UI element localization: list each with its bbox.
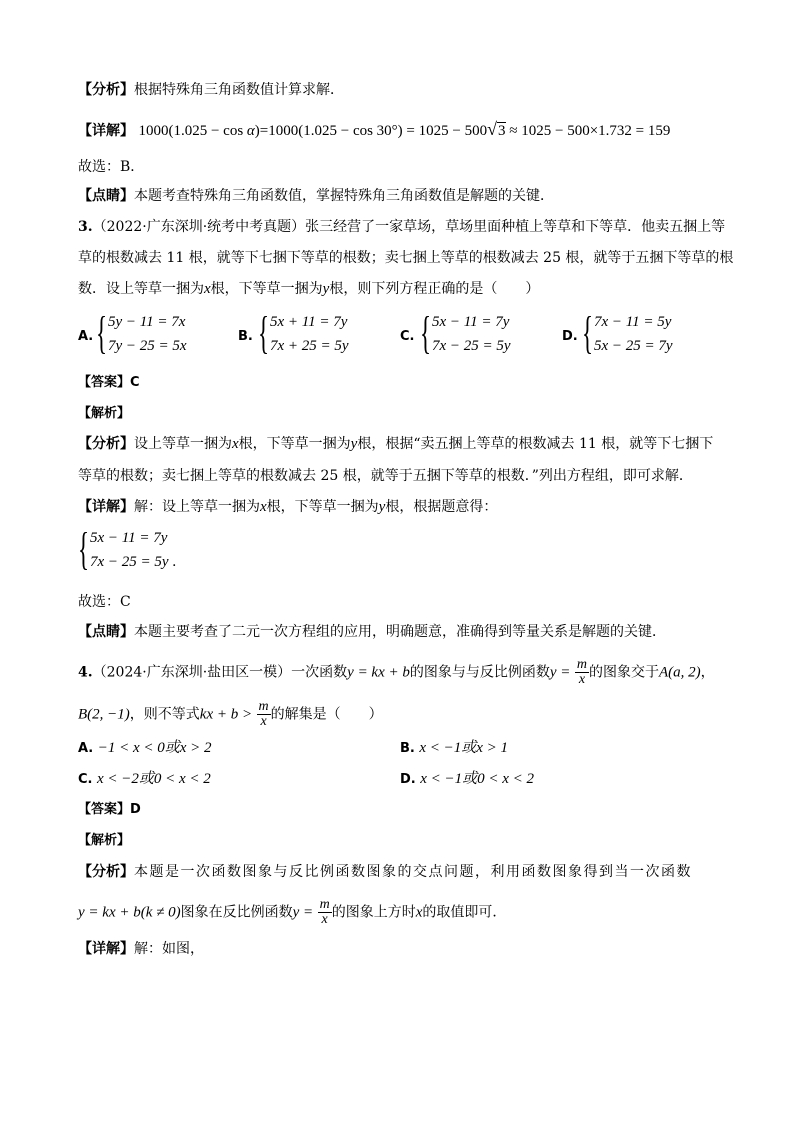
q4-jiexi: 【解析】 xyxy=(78,833,131,848)
q4-option-a[interactable]: A. −1 < x < 0或x > 2 xyxy=(78,740,212,756)
prev-analysis: 【分析】根据特殊角三角函数值计算求解． xyxy=(78,82,344,98)
prev-choose: 故选：B． xyxy=(78,159,145,175)
prev-comment: 【点睛】本题考查特殊角三角函数值，掌握特殊角三角函数值是解题的关键． xyxy=(78,188,554,204)
q3-answer: 【答案】C xyxy=(78,375,140,390)
q4-option-d[interactable]: D. x < −1或0 < x < 2 xyxy=(400,771,534,787)
q3-stem-line1: 3.（2022·广东深圳·统考中考真题）张三经营了一家草场，草场里面种植上等草和下等草．他卖五捆上等 xyxy=(78,219,726,235)
prev-detail: 【详解】 1000(1.025 − cos α)=1000(1.025 − cos 30°) = 1025 − 500√3 ≈ 1025 − 500×1.732 = 159 xyxy=(78,119,671,139)
fraction-m-over-x: $\frac{m}{x}$ xyxy=(319,897,330,927)
q4-option-b[interactable]: B. x < −1或x > 1 xyxy=(400,740,508,756)
q4-stem-line2: B(2, −1)，则不等式kx + b > $\frac{m}{x}$ 的解集是（ ） xyxy=(78,699,383,729)
q4-stem-line1: 4.（2024·广东深圳·盐田区一模）一次函数y = kx + b的图象与与反比例函数y = $\frac{m}{x}$ 的图象交于A(a, 2)， xyxy=(78,657,715,687)
q4-analysis-line2: y = kx + b(k ≠ 0)图象在反比例函数y = $\frac{m}{x}$ 的图象上方时x的取值即可． xyxy=(78,897,507,927)
q3-comment: 【点睛】本题主要考查了二元一次方程组的应用，明确题意，准确得到等量关系是解题的关键． xyxy=(78,624,666,640)
q3-choose: 故选：C xyxy=(78,594,131,610)
fraction-m-over-x: $\frac{m}{x}$ xyxy=(258,699,269,729)
q3-analysis-line1: 【分析】设上等草一捆为x根，下等草一捆为y根，根据“卖五捆上等草的根数减去 11 根，就等下七捆下 xyxy=(78,436,714,452)
q4-option-c[interactable]: C. x < −2或0 < x < 2 xyxy=(78,771,211,787)
fraction-m-over-x: $\frac{m}{x}$ xyxy=(576,657,587,687)
q4-answer: 【答案】D xyxy=(78,802,141,817)
q3-detail: 【详解】解：设上等草一捆为x根，下等草一捆为y根，根据题意得： xyxy=(78,499,498,515)
q3-stem-line2: 草的根数减去 11 根，就等下七捆下等草的根数；卖七捆上等草的根数减去 25 根，就等于五捆下等草的根 xyxy=(78,250,734,266)
q4-detail: 【详解】解：如图， xyxy=(78,941,204,957)
q4-analysis-line1: 【分析】本题是一次函数图象与反比例函数图象的交点问题，利用函数图象得到当一次函数 xyxy=(78,864,692,880)
q3-jiexi: 【解析】 xyxy=(78,406,131,421)
document-page: 【分析】根据特殊角三角函数值计算求解． 【详解】 1000(1.025 − cos α)=1000(1.025 − cos 30°) = 1025 − 500√3 ≈ 1025 − 500×1.732 = 159 故选：B． 【点睛】本题考查特殊角三角函数值，掌握特殊角三角函数值是解题的关键． 3.（2022·广东深圳·统考中考真题）张三经营了一家草场，草场里面种植上等草和下等草．他卖五捆上等 草的根数减去 11 根，就等下七捆下等草的根数；卖七捆上等草的根数减去 25 根，就等于五捆下等草的根 数．设上等草一捆为x根，下等草一捆为y根，则下列方程正确的是（ ） A. { 5y − 11 = 7x 7y − 25 = 5x B. { 5x + 11 = 7y 7x + 25 = 5y C. { 5x − 11 = 7y 7x − 25 = 5y D. { 7x − 11 = 5y 5x − 25 = 7y 【答案】C 【解析】 【分析】设上等草一捆为x根，下等草一捆为y根，根据“卖五捆上等草的根数减去 11 根，就等下七捆下 等草的根数；卖七捆上等草的根数减去 25 根，就等于五捆下等草的根数．”列出方程组，即可求解． 【详解】解：设上等草一捆为x根，下等草一捆为y根，根据题意得： { 5x − 11 = 7y 7x − 25 = 5y . 故选：C 【点睛】本题主要考查了二元一次方程组的应用，明确题意，准确得到等量关系是解题的关键． 4.（2024·广东深圳·盐田区一模）一次函数y = kx + b的图象与与反比例函数y = $\frac{m}{x}$ 的图象交于A(a, 2)， B(2, −1)，则不等式kx + b > $\frac{m}{x}$ 的解集是（ ） A. −1 < x < 0或x > 2 B. x < −1或x > 1 C. x < −2或0 < x < 2 D. x < −1或0 < x < 2 【答案】D 【解析】 【分析】本题是一次函数图象与反比例函数图象的交点问题，利用函数图象得到当一次函数 y = kx + b(k ≠ 0)图象在反比例函数y = $\frac{m}{x}$ 的图象上方时x的取值即可． 【详解】解：如图， xyxy=(78,82,734,957)
q3-analysis-line2: 等草的根数；卖七捆上等草的根数减去 25 根，就等于五捆下等草的根数．”列出方程组，即可求解． xyxy=(78,468,693,484)
q3-stem-line3: 数．设上等草一捆为x根，下等草一捆为y根，则下列方程正确的是（ ） xyxy=(78,281,540,297)
